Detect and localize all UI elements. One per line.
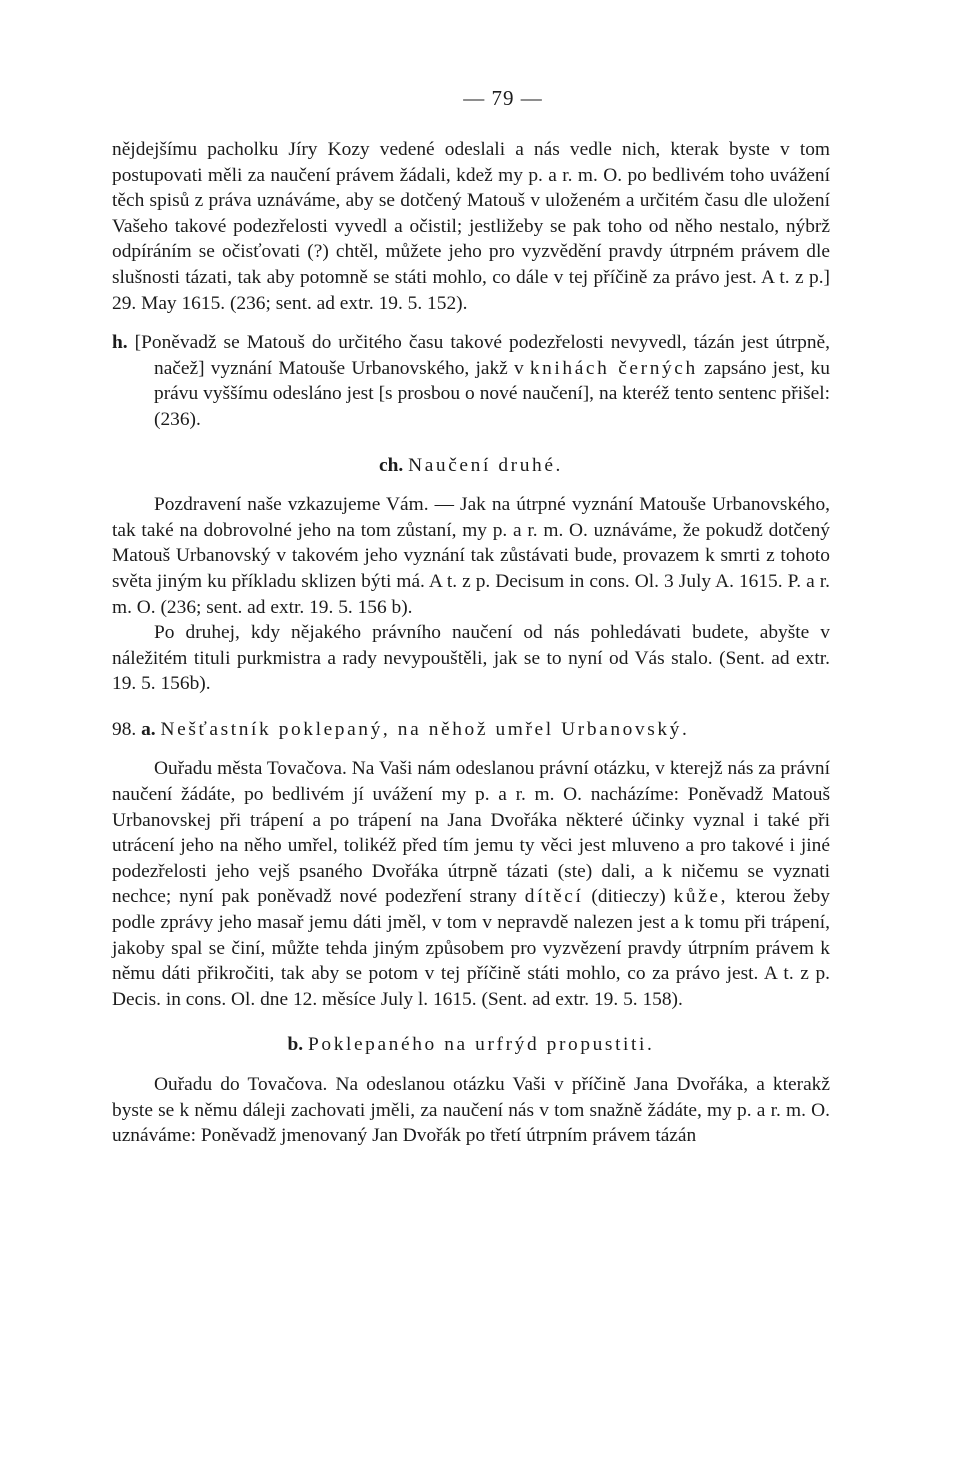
spacer [112,697,830,717]
section-ch-heading [112,453,830,479]
spacer [112,1058,830,1072]
spacer [112,433,830,453]
paragraph-pozdraveni: Pozdravení naše vzkazujeme Vám. — Jak na útrpné vyznání Matouše Urbanovského, tak také na dobrovolné jeho na tom zůstaní, my p. a r. m. O. uznáváme, že pokudž dotčený Matouš Urbanovský v takovém jeho vyznání tak zůstávati bude, provazem k smrti z tohoto světa jiným ku příkladu sklizen býti má. A t. z p. Decisum in cons. Ol. 3 July A. 1615. P. a r. m. O. (236; sent. ad extr. 19. 5. 156 b). [112,494,830,618]
section-98-title: Nešťastník poklepaný, na něhož umřel Urbanovský. [160,718,690,740]
paragraph-continuation: nějdejšímu pacholku Jíry Kozy vedené odeslali a nás vedle nich, kterak byste v tom postupovati měli za naučení právem žádali, kdež my p. a r. m. O. po bedlivém toho uvážení těch spisů z práva uznáváme, aby se dotčený Matouš v uloženém a určitém času dle uložení Vašeho takové podezřelosti vyvedl a očistil; jestližeby se pak toho od něho nestalo, nýbrž odpíráním se očisťovati (?) chtěl, můžete jeho pro vyzvědění pravdy útrpném právem dle slušnosti tázati, tak aby potomně se státi mohlo, co dále v tej příčině za právo jest. A t. z p.] 29. May 1615. (236; sent. ad extr. 19. 5. 152). [112,139,830,314]
section-h-mark: h. [112,332,128,354]
spacer [112,742,830,756]
spacer [112,1012,830,1032]
section-98-heading [112,717,830,743]
section-ch-mark: ch. [379,454,404,476]
page-number: — 79 — [463,86,543,110]
p4-text-after: kterou žeby podle zprávy jeho masař jemu dáti jměl, v tom v nepravdě nalezen jest a k tomu při trápení, jakoby spal se činí, můžte tehda jiným způsobem pro vyzvězení pravdy útrpním právem k němu dáti přikročiti, tak aby se potom v tej příčině státi mohlo, co za právo jest. A t. z p. Decis. in cons. Ol. dne 12. měsíce July l. 1615. (Sent. ad extr. 19. 5. 158). [112,886,830,1010]
spacer [112,316,830,330]
section-98-mark: a. [141,718,156,740]
spacer [112,478,830,492]
paragraph-tovacov-1 [112,756,830,1012]
p4-spaced-kuze: kůže, [673,886,729,908]
p4-text-before: Ouřadu města Tovačova. Na Vaši nám odeslanou právní otázku, v kterejž nás za právní naučení žádáte, po bedlivém jí uvážení my p. a r. m. O. nacházíme: Poněvadž Matouš Urbanovskej při trápení a po trápení na Jana Dvořáka některé účinky vyznal i také při utrácení jeho na něho umřel, tolikéž před tím jemu ty věci jest mluveno a pro takové i jiné podezřelosti jeho vejš psaného Dvořáka útrpně tázati (ste) dali, a k ničemu se vyznati nechce; nyní pak poněvadž nové podezření strany [112,758,830,908]
section-b-mark: b. [287,1034,304,1056]
paragraph-tovacov-2: Ouřadu do Tovačova. Na odeslanou otázku Vaši v příčině Jana Dvořáka, a kterakž byste se k němu dáleji zachovati jměli, za naučení nás v tom snažně žádáte, my p. a r. m. O. uznáváme: Poněvadž jmenovaný Jan Dvořák po třetí útrpním právem tázán [112,1074,830,1147]
p4-spaced-ditieci: dítěcí [524,886,584,908]
section-h-spaced-text: knihách černých [529,357,698,379]
section-h-paragraph [112,330,830,432]
section-b-heading [112,1032,830,1058]
section-ch-title: Naučení druhé. [408,454,563,476]
paragraph-po-druhej: Po druhej, kdy nějakého právního naučení od nás pohledávati budete, abyšte v náležitém tituli purkmistra a rady nevypouštěli, jak se to nyní od Vás stalo. (Sent. ad extr. 19. 5. 156b). [112,622,830,695]
document-page [112,86,830,1149]
section-b-title: Poklepaného na urfrýd propustiti. [308,1034,655,1056]
section-h-text-after: zapsáno jest, ku právu vyššímu odesláno jest [s prosbou o nové naučení], na kteréž tento sentenc přišel: (236). [154,357,831,430]
section-h-text: [Poněvadž se Matouš do určitého času takové podezřelosti nevyvedl, tázán jest útrpně, načež] vyznání Matouše Urbanovského, jakž v [134,332,830,379]
p4-text-mid: (ditieczy) [591,886,666,908]
section-98-number: 98. [112,718,137,740]
